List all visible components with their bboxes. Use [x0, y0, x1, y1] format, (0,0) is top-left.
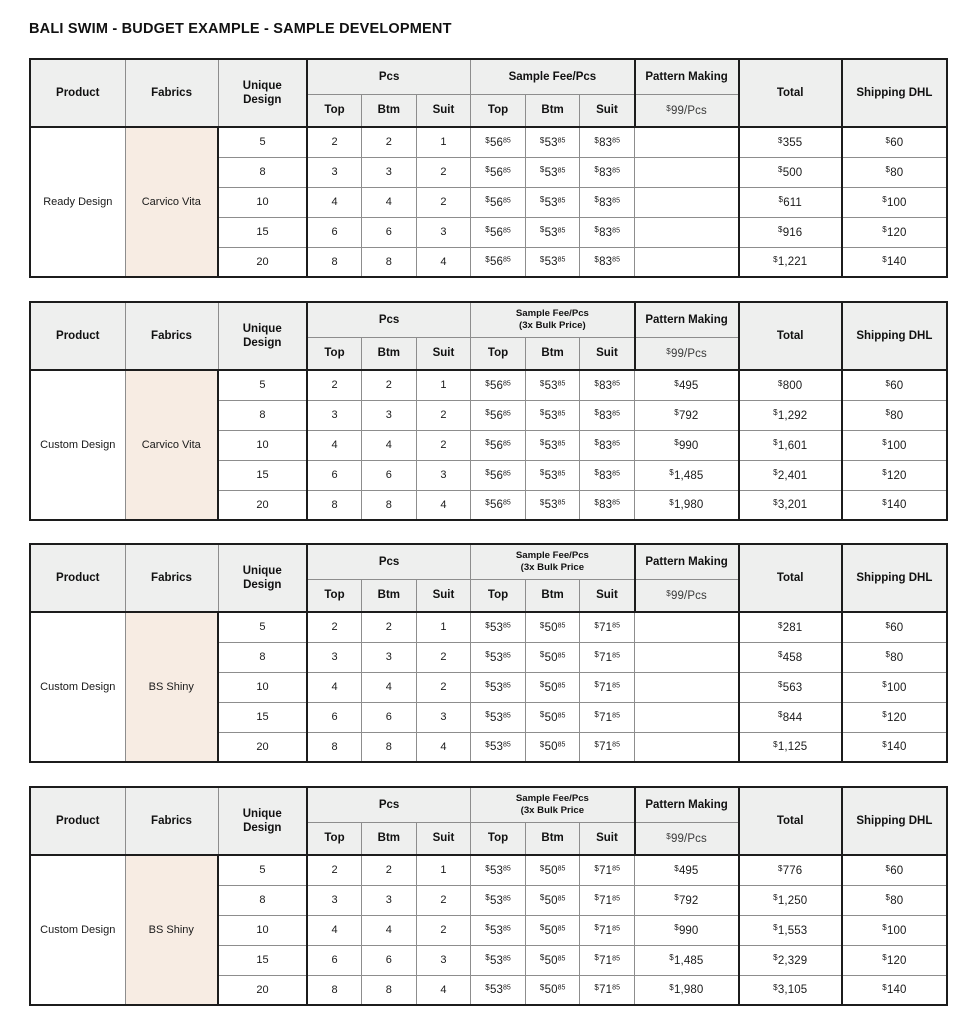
cell-fee-top: $^{\$}53^{85}$: [471, 672, 526, 702]
cell-fee-suit: $^{\$}71^{85}$: [580, 975, 635, 1005]
col-header-fee-top: Top: [471, 337, 526, 370]
col-header-pcs-group: Pcs: [307, 302, 471, 337]
cell-fee-top: $^{\$}56^{85}$: [471, 217, 526, 247]
cell-pattern-making: [635, 642, 739, 672]
col-header-unique-design: Unique Design: [218, 787, 307, 855]
col-header-pcs-top: Top: [307, 579, 362, 612]
page-title: BALI SWIM - BUDGET EXAMPLE - SAMPLE DEVELOPMENT: [29, 21, 452, 37]
cell-shipping: $80: [842, 400, 947, 430]
cell-pcs-btm: 3: [362, 885, 417, 915]
col-header-total: Total: [739, 59, 842, 127]
cell-pattern-making: [635, 612, 739, 642]
cell-fee-top: $^{\$}53^{85}$: [471, 642, 526, 672]
cell-unique-design: 15: [218, 217, 307, 247]
col-header-pattern-rate: $99/Pcs: [635, 94, 739, 127]
cell-fee-top: $^{\$}56^{85}$: [471, 460, 526, 490]
col-header-pcs-suit: Suit: [416, 94, 471, 127]
col-header-fee-suit: Suit: [580, 822, 635, 855]
cell-pcs-suit: 1: [416, 370, 471, 400]
cell-pcs-btm: 6: [362, 702, 417, 732]
budget-table: [29, 786, 948, 1006]
cell-pattern-making: [635, 157, 739, 187]
cell-pcs-top: 3: [307, 885, 362, 915]
col-header-total: Total: [739, 302, 842, 370]
col-header-shipping-dhl: Shipping DHL: [842, 787, 947, 855]
cell-total: $1,292: [739, 400, 842, 430]
budget-table-block: [29, 786, 948, 1006]
col-header-fee-btm: Btm: [525, 337, 580, 370]
cell-pattern-making: [635, 732, 739, 762]
cell-unique-design: 8: [218, 885, 307, 915]
cell-fee-top: $^{\$}56^{85}$: [471, 187, 526, 217]
cell-pcs-top: 2: [307, 612, 362, 642]
col-header-pattern-rate: $99/Pcs: [635, 579, 739, 612]
table-header: [30, 787, 947, 855]
cell-fee-btm: $^{\$}53^{85}$: [525, 157, 580, 187]
col-header-total: Total: [739, 787, 842, 855]
cell-pattern-making: $1,485: [635, 945, 739, 975]
cell-pcs-top: 6: [307, 217, 362, 247]
cell-total: $1,221: [739, 247, 842, 277]
cell-fee-top: $^{\$}53^{85}$: [471, 885, 526, 915]
cell-fee-suit: $^{\$}71^{85}$: [580, 702, 635, 732]
cell-unique-design: 15: [218, 460, 307, 490]
cell-total: $458: [739, 642, 842, 672]
cell-unique-design: 8: [218, 400, 307, 430]
budget-table-block: [29, 301, 948, 521]
cell-pattern-making: $990: [635, 915, 739, 945]
cell-pcs-top: 8: [307, 490, 362, 520]
cell-fee-btm: $^{\$}53^{85}$: [525, 400, 580, 430]
cell-pcs-btm: 2: [362, 370, 417, 400]
cell-shipping: $140: [842, 975, 947, 1005]
cell-pattern-making: $990: [635, 430, 739, 460]
col-header-pattern-making: Pattern Making: [635, 787, 739, 822]
cell-fee-btm: $^{\$}53^{85}$: [525, 490, 580, 520]
table-row: [30, 612, 947, 642]
cell-fee-top: $^{\$}53^{85}$: [471, 975, 526, 1005]
col-header-pcs-top: Top: [307, 94, 362, 127]
cell-pattern-making: [635, 187, 739, 217]
cell-pattern-making: $792: [635, 885, 739, 915]
cell-shipping: $140: [842, 247, 947, 277]
cell-pcs-suit: 1: [416, 612, 471, 642]
cell-shipping: $80: [842, 642, 947, 672]
col-header-pcs-btm: Btm: [362, 822, 417, 855]
cell-pcs-btm: 2: [362, 612, 417, 642]
col-header-fabrics: Fabrics: [125, 787, 218, 855]
cell-pcs-btm: 4: [362, 187, 417, 217]
cell-pcs-suit: 1: [416, 855, 471, 885]
cell-fee-top: $^{\$}53^{85}$: [471, 915, 526, 945]
cell-pcs-suit: 3: [416, 945, 471, 975]
cell-fee-btm: $^{\$}53^{85}$: [525, 460, 580, 490]
cell-unique-design: 5: [218, 855, 307, 885]
col-header-pcs-group: Pcs: [307, 544, 471, 579]
cell-fee-btm: $^{\$}50^{85}$: [525, 672, 580, 702]
cell-fee-btm: $^{\$}50^{85}$: [525, 855, 580, 885]
cell-pcs-top: 8: [307, 732, 362, 762]
col-header-pcs-suit: Suit: [416, 337, 471, 370]
cell-fee-btm: $^{\$}50^{85}$: [525, 975, 580, 1005]
cell-pcs-suit: 2: [416, 885, 471, 915]
cell-pattern-making: $1,980: [635, 975, 739, 1005]
cell-pcs-top: 4: [307, 430, 362, 460]
cell-pcs-top: 3: [307, 642, 362, 672]
cell-pcs-suit: 2: [416, 915, 471, 945]
cell-total: $1,125: [739, 732, 842, 762]
cell-unique-design: 20: [218, 732, 307, 762]
cell-fee-suit: $^{\$}83^{85}$: [580, 400, 635, 430]
cell-pattern-making: [635, 247, 739, 277]
table-row: [30, 855, 947, 885]
cell-fee-suit: $^{\$}83^{85}$: [580, 460, 635, 490]
cell-fee-suit: $^{\$}83^{85}$: [580, 370, 635, 400]
cell-pcs-btm: 4: [362, 672, 417, 702]
budget-table-block: [29, 543, 948, 763]
cell-unique-design: 10: [218, 915, 307, 945]
cell-fabric: Carvico Vita: [125, 370, 218, 520]
cell-pattern-making: $792: [635, 400, 739, 430]
col-header-pattern-rate: $99/Pcs: [635, 337, 739, 370]
col-header-shipping-dhl: Shipping DHL: [842, 302, 947, 370]
cell-pcs-top: 4: [307, 915, 362, 945]
cell-fee-suit: $^{\$}71^{85}$: [580, 612, 635, 642]
budget-table: [29, 301, 948, 521]
cell-pcs-top: 3: [307, 157, 362, 187]
col-header-total: Total: [739, 544, 842, 612]
col-header-shipping-dhl: Shipping DHL: [842, 59, 947, 127]
col-header-pcs-group: Pcs: [307, 787, 471, 822]
cell-fee-suit: $^{\$}71^{85}$: [580, 915, 635, 945]
cell-fee-btm: $^{\$}50^{85}$: [525, 732, 580, 762]
cell-pcs-suit: 4: [416, 247, 471, 277]
cell-pcs-top: 6: [307, 460, 362, 490]
cell-fee-btm: $^{\$}50^{85}$: [525, 885, 580, 915]
col-header-fee-btm: Btm: [525, 822, 580, 855]
col-header-fee-suit: Suit: [580, 337, 635, 370]
cell-pcs-suit: 4: [416, 732, 471, 762]
cell-shipping: $140: [842, 732, 947, 762]
cell-pcs-top: 8: [307, 975, 362, 1005]
col-header-pattern-making: Pattern Making: [635, 59, 739, 94]
cell-fee-btm: $^{\$}53^{85}$: [525, 217, 580, 247]
cell-fee-suit: $^{\$}83^{85}$: [580, 157, 635, 187]
cell-fee-btm: $^{\$}53^{85}$: [525, 430, 580, 460]
cell-pcs-top: 4: [307, 672, 362, 702]
col-header-fee-top: Top: [471, 94, 526, 127]
cell-fee-top: $^{\$}56^{85}$: [471, 490, 526, 520]
cell-pcs-btm: 3: [362, 157, 417, 187]
cell-fee-suit: $^{\$}71^{85}$: [580, 855, 635, 885]
col-header-pcs-suit: Suit: [416, 822, 471, 855]
col-header-unique-design: Unique Design: [218, 544, 307, 612]
cell-product: Custom Design: [30, 855, 125, 1005]
cell-product: Custom Design: [30, 612, 125, 762]
col-header-sample-fee-group: Sample Fee/Pcs (3x Bulk Price: [471, 787, 635, 822]
cell-pcs-top: 6: [307, 702, 362, 732]
cell-shipping: $60: [842, 612, 947, 642]
cell-pcs-btm: 4: [362, 430, 417, 460]
cell-unique-design: 20: [218, 247, 307, 277]
table-row: [30, 127, 947, 157]
cell-fee-suit: $^{\$}83^{85}$: [580, 217, 635, 247]
cell-fee-top: $^{\$}56^{85}$: [471, 370, 526, 400]
col-header-product: Product: [30, 544, 125, 612]
cell-total: $1,250: [739, 885, 842, 915]
cell-fee-top: $^{\$}53^{85}$: [471, 945, 526, 975]
cell-unique-design: 20: [218, 490, 307, 520]
cell-total: $844: [739, 702, 842, 732]
cell-fabric: BS Shiny: [125, 855, 218, 1005]
cell-unique-design: 10: [218, 672, 307, 702]
cell-shipping: $100: [842, 672, 947, 702]
col-header-pcs-group: Pcs: [307, 59, 471, 94]
cell-pattern-making: [635, 672, 739, 702]
cell-fee-top: $^{\$}53^{85}$: [471, 702, 526, 732]
cell-total: $916: [739, 217, 842, 247]
col-header-fee-top: Top: [471, 579, 526, 612]
cell-fee-suit: $^{\$}71^{85}$: [580, 642, 635, 672]
cell-total: $563: [739, 672, 842, 702]
cell-pcs-suit: 3: [416, 702, 471, 732]
cell-unique-design: 15: [218, 945, 307, 975]
col-header-sample-fee-group: Sample Fee/Pcs: [471, 59, 635, 94]
table-header: [30, 302, 947, 370]
cell-pcs-suit: 2: [416, 430, 471, 460]
cell-fee-suit: $^{\$}71^{85}$: [580, 945, 635, 975]
cell-fee-top: $^{\$}53^{85}$: [471, 612, 526, 642]
cell-unique-design: 20: [218, 975, 307, 1005]
cell-pcs-btm: 8: [362, 490, 417, 520]
cell-pcs-suit: 3: [416, 217, 471, 247]
table-row: [30, 370, 947, 400]
cell-shipping: $120: [842, 460, 947, 490]
col-header-fabrics: Fabrics: [125, 544, 218, 612]
col-header-pcs-btm: Btm: [362, 94, 417, 127]
cell-fee-suit: $^{\$}83^{85}$: [580, 187, 635, 217]
col-header-pcs-btm: Btm: [362, 337, 417, 370]
cell-pcs-btm: 3: [362, 400, 417, 430]
col-header-pcs-suit: Suit: [416, 579, 471, 612]
cell-fee-top: $^{\$}53^{85}$: [471, 732, 526, 762]
col-header-fee-suit: Suit: [580, 579, 635, 612]
cell-total: $1,553: [739, 915, 842, 945]
cell-pcs-suit: 2: [416, 672, 471, 702]
table-body: [30, 370, 947, 520]
cell-shipping: $120: [842, 217, 947, 247]
col-header-product: Product: [30, 59, 125, 127]
cell-pattern-making: [635, 127, 739, 157]
cell-pcs-top: 3: [307, 400, 362, 430]
cell-fee-btm: $^{\$}53^{85}$: [525, 370, 580, 400]
col-header-shipping-dhl: Shipping DHL: [842, 544, 947, 612]
col-header-pattern-making: Pattern Making: [635, 544, 739, 579]
table-body: [30, 612, 947, 762]
cell-fabric: Carvico Vita: [125, 127, 218, 277]
cell-fee-top: $^{\$}56^{85}$: [471, 430, 526, 460]
cell-pattern-making: [635, 702, 739, 732]
cell-pcs-top: 4: [307, 187, 362, 217]
cell-fee-btm: $^{\$}50^{85}$: [525, 915, 580, 945]
cell-total: $355: [739, 127, 842, 157]
col-header-pcs-top: Top: [307, 337, 362, 370]
cell-pcs-btm: 2: [362, 855, 417, 885]
cell-pcs-btm: 6: [362, 460, 417, 490]
cell-shipping: $120: [842, 945, 947, 975]
cell-shipping: $120: [842, 702, 947, 732]
cell-unique-design: 8: [218, 642, 307, 672]
table-header: [30, 59, 947, 127]
cell-fee-btm: $^{\$}50^{85}$: [525, 612, 580, 642]
cell-shipping: $60: [842, 127, 947, 157]
cell-total: $3,201: [739, 490, 842, 520]
cell-pattern-making: [635, 217, 739, 247]
budget-table-block: [29, 58, 948, 278]
cell-shipping: $100: [842, 187, 947, 217]
cell-total: $500: [739, 157, 842, 187]
cell-pcs-btm: 2: [362, 127, 417, 157]
col-header-product: Product: [30, 302, 125, 370]
cell-pcs-top: 2: [307, 127, 362, 157]
budget-table: [29, 543, 948, 763]
cell-product: Custom Design: [30, 370, 125, 520]
col-header-unique-design: Unique Design: [218, 59, 307, 127]
cell-unique-design: 5: [218, 370, 307, 400]
cell-pattern-making: $495: [635, 370, 739, 400]
cell-pcs-btm: 4: [362, 915, 417, 945]
cell-pcs-suit: 4: [416, 975, 471, 1005]
col-header-sample-fee-group: Sample Fee/Pcs (3x Bulk Price: [471, 544, 635, 579]
cell-pcs-top: 6: [307, 945, 362, 975]
cell-pcs-btm: 8: [362, 975, 417, 1005]
cell-fee-btm: $^{\$}50^{85}$: [525, 642, 580, 672]
cell-fee-suit: $^{\$}83^{85}$: [580, 127, 635, 157]
cell-fee-top: $^{\$}56^{85}$: [471, 247, 526, 277]
col-header-product: Product: [30, 787, 125, 855]
cell-fee-top: $^{\$}56^{85}$: [471, 400, 526, 430]
cell-shipping: $80: [842, 157, 947, 187]
cell-pcs-top: 2: [307, 370, 362, 400]
cell-shipping: $100: [842, 430, 947, 460]
cell-pcs-btm: 6: [362, 945, 417, 975]
col-header-fee-top: Top: [471, 822, 526, 855]
cell-pcs-suit: 2: [416, 642, 471, 672]
cell-fee-suit: $^{\$}71^{85}$: [580, 732, 635, 762]
cell-fee-btm: $^{\$}50^{85}$: [525, 945, 580, 975]
cell-total: $1,601: [739, 430, 842, 460]
table-header: [30, 544, 947, 612]
cell-unique-design: 15: [218, 702, 307, 732]
cell-pcs-top: 2: [307, 855, 362, 885]
cell-pcs-suit: 3: [416, 460, 471, 490]
cell-fee-btm: $^{\$}53^{85}$: [525, 187, 580, 217]
cell-fee-suit: $^{\$}83^{85}$: [580, 247, 635, 277]
col-header-pattern-making: Pattern Making: [635, 302, 739, 337]
col-header-fee-btm: Btm: [525, 579, 580, 612]
cell-shipping: $60: [842, 855, 947, 885]
cell-total: $2,401: [739, 460, 842, 490]
cell-fee-btm: $^{\$}53^{85}$: [525, 127, 580, 157]
cell-total: $611: [739, 187, 842, 217]
cell-fee-btm: $^{\$}50^{85}$: [525, 702, 580, 732]
cell-pcs-btm: 8: [362, 247, 417, 277]
cell-pcs-btm: 3: [362, 642, 417, 672]
cell-fee-top: $^{\$}56^{85}$: [471, 157, 526, 187]
cell-pcs-suit: 2: [416, 187, 471, 217]
col-header-fabrics: Fabrics: [125, 302, 218, 370]
col-header-fabrics: Fabrics: [125, 59, 218, 127]
col-header-pcs-btm: Btm: [362, 579, 417, 612]
cell-shipping: $60: [842, 370, 947, 400]
cell-fee-suit: $^{\$}71^{85}$: [580, 672, 635, 702]
cell-fee-top: $^{\$}56^{85}$: [471, 127, 526, 157]
cell-shipping: $80: [842, 885, 947, 915]
table-body: [30, 127, 947, 277]
col-header-sample-fee-group: Sample Fee/Pcs (3x Bulk Price): [471, 302, 635, 337]
col-header-fee-suit: Suit: [580, 94, 635, 127]
cell-total: $776: [739, 855, 842, 885]
cell-unique-design: 8: [218, 157, 307, 187]
col-header-unique-design: Unique Design: [218, 302, 307, 370]
col-header-fee-btm: Btm: [525, 94, 580, 127]
cell-unique-design: 10: [218, 430, 307, 460]
cell-unique-design: 5: [218, 612, 307, 642]
cell-fee-suit: $^{\$}83^{85}$: [580, 430, 635, 460]
cell-fee-top: $^{\$}53^{85}$: [471, 855, 526, 885]
cell-pcs-suit: 2: [416, 400, 471, 430]
cell-unique-design: 5: [218, 127, 307, 157]
cell-total: $3,105: [739, 975, 842, 1005]
col-header-pcs-top: Top: [307, 822, 362, 855]
cell-pcs-suit: 4: [416, 490, 471, 520]
cell-unique-design: 10: [218, 187, 307, 217]
cell-fee-suit: $^{\$}71^{85}$: [580, 885, 635, 915]
cell-total: $800: [739, 370, 842, 400]
cell-fee-suit: $^{\$}83^{85}$: [580, 490, 635, 520]
cell-total: $2,329: [739, 945, 842, 975]
cell-pattern-making: $1,485: [635, 460, 739, 490]
cell-fee-btm: $^{\$}53^{85}$: [525, 247, 580, 277]
cell-total: $281: [739, 612, 842, 642]
cell-product: Ready Design: [30, 127, 125, 277]
table-body: [30, 855, 947, 1005]
cell-fabric: BS Shiny: [125, 612, 218, 762]
cell-pcs-btm: 8: [362, 732, 417, 762]
cell-shipping: $100: [842, 915, 947, 945]
cell-pcs-suit: 1: [416, 127, 471, 157]
cell-shipping: $140: [842, 490, 947, 520]
cell-pcs-btm: 6: [362, 217, 417, 247]
cell-pattern-making: $495: [635, 855, 739, 885]
cell-pattern-making: $1,980: [635, 490, 739, 520]
cell-pcs-suit: 2: [416, 157, 471, 187]
cell-pcs-top: 8: [307, 247, 362, 277]
col-header-pattern-rate: $99/Pcs: [635, 822, 739, 855]
budget-table: [29, 58, 948, 278]
